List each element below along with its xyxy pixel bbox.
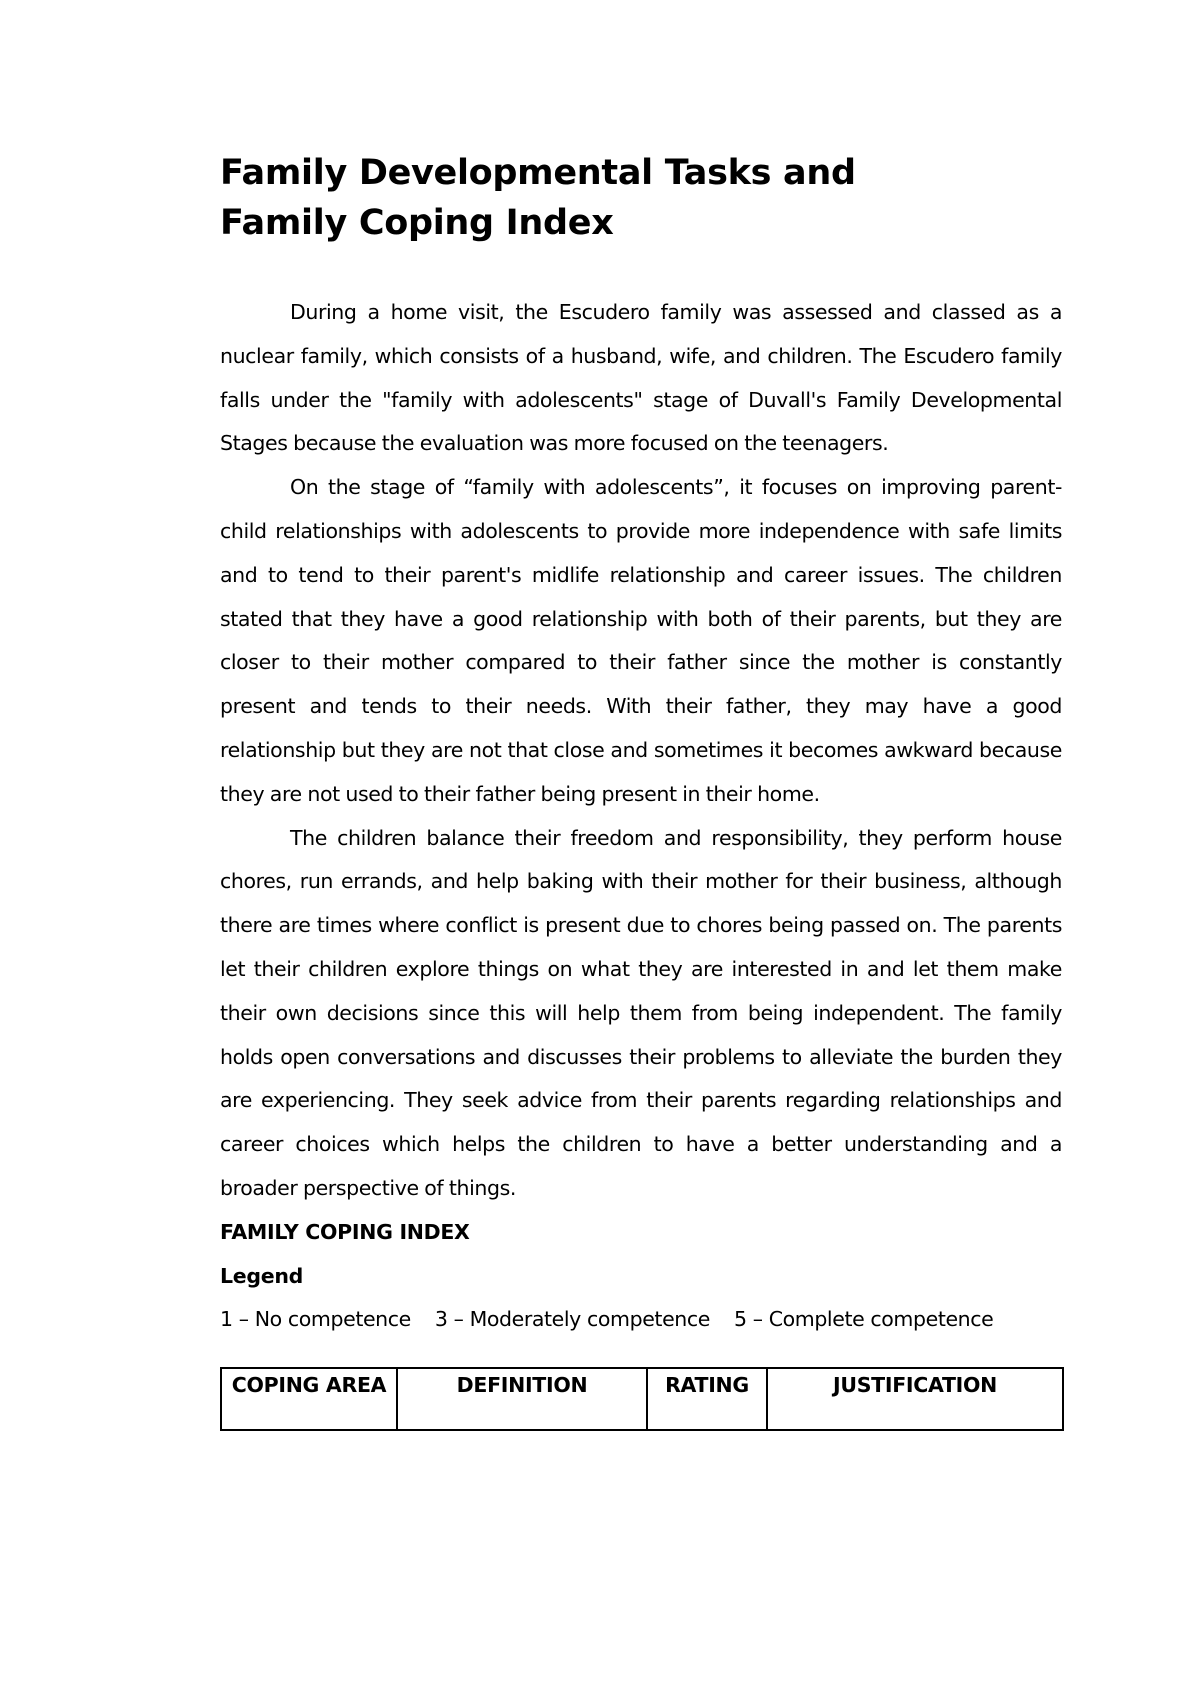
header-definition: DEFINITION — [397, 1368, 647, 1430]
legend-heading: Legend — [220, 1263, 304, 1288]
title-line-2: Family Coping Index — [220, 203, 614, 243]
legend-item-5: 5 – Complete competence — [733, 1307, 994, 1332]
paragraph-family-assessment: During a home visit, the Escudero family was assessed and classed as a nuclear family, which consists of a husband, wife, and children. The Escudero family falls under the "family with adolescents" stage of Duvall's Family Developmental Stages because the evaluation was more focused on the teenagers. — [220, 300, 1062, 456]
document-title — [220, 148, 1062, 248]
header-coping-area: COPING AREA — [221, 1368, 397, 1430]
legend-row — [220, 1298, 1062, 1342]
paragraph-adolescent-stage: On the stage of “family with adolescents”, it focuses on improving parent-child relationships with adolescents to provide more independence with safe limits and to tend to their parent's midlife relationship and career issues. The children stated that they have a good relationship with both of their parents, but they are closer to their mother compared to their father since the mother is constantly present and tends to their needs. With their father, they may have a good relationship but they are not that close and sometimes it becomes awkward because they are not used to their father being present in their home. — [220, 475, 1062, 806]
legend-item-3: 3 – Moderately competence — [434, 1307, 710, 1332]
body-text — [220, 291, 1062, 1342]
legend-item-1: 1 – No competence — [220, 1307, 411, 1332]
coping-index-table — [220, 1367, 1064, 1431]
section-heading-coping-index: FAMILY COPING INDEX — [220, 1219, 470, 1244]
document-page — [220, 148, 1062, 1431]
title-line-1: Family Developmental Tasks and — [220, 153, 856, 193]
header-rating: RATING — [647, 1368, 767, 1430]
header-justification: JUSTIFICATION — [767, 1368, 1063, 1430]
table-header-row — [221, 1368, 1063, 1430]
paragraph-freedom-responsibility: The children balance their freedom and responsibility, they perform house chores, run errands, and help baking with their mother for their business, although there are times where conflict is present due to chores being passed on. The parents let their children explore things on what they are interested in and let them make their own decisions since this will help them from being independent. The family holds open conversations and discusses their problems to alleviate the burden they are experiencing. They seek advice from their parents regarding relationships and career choices which helps the children to have a better understanding and a broader perspective of things. — [220, 825, 1062, 1200]
